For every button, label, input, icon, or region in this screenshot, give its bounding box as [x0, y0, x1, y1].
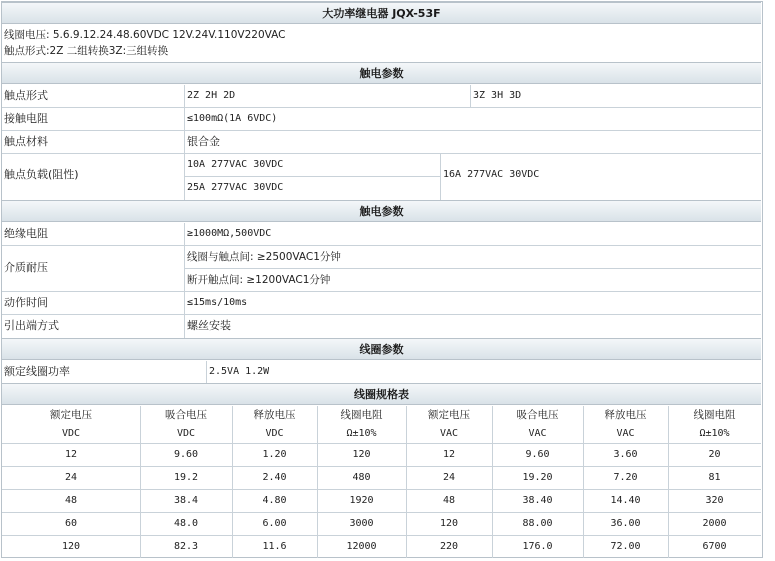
- spec-table-cell: 480: [352, 472, 371, 483]
- operate-time-value: ≤15ms/10ms: [187, 297, 248, 308]
- spec-table-cell: 2.40: [262, 472, 287, 483]
- spec-table-cell: 220: [439, 541, 459, 552]
- contact-form-value-a: 2Z 2H 2D: [187, 90, 236, 101]
- spec-table-cell: 7.20: [613, 472, 638, 483]
- spec-table-cell: 82.3: [173, 541, 199, 552]
- spec-table-cell: 19.20: [522, 472, 553, 483]
- coil-voltage-text: 线圈电压: 5.6.9.12.24.48.60VDC 12V.24V.110V220VAC: [4, 29, 286, 41]
- contact-resistance-value: ≤100mΩ(1A 6VDC): [187, 113, 278, 124]
- terminal-value: 螺丝安装: [187, 319, 231, 332]
- spec-header-unit: VAC: [616, 428, 635, 439]
- spec-table-cell: 48: [64, 495, 78, 506]
- spec-table-cell: 38.4: [173, 495, 199, 506]
- page-title: 大功率继电器 JQX-53F: [2, 2, 761, 24]
- section-header-electrical: 触电参数: [2, 200, 761, 222]
- spec-table-cell: 9.60: [173, 449, 199, 460]
- section-header-spec: 线圈规格表: [2, 383, 761, 405]
- contact-material-value: 银合金: [187, 135, 220, 148]
- spec-table-cell: 12: [442, 449, 456, 460]
- spec-table-cell: 81: [708, 472, 721, 483]
- spec-header-unit: VAC: [439, 428, 459, 439]
- dielectric-value-1: 线圈与触点间: ≥2500VAC1分钟: [187, 251, 341, 263]
- insulation-label: 绝缘电阻: [4, 227, 48, 240]
- spec-table-cell: 1.20: [262, 449, 287, 460]
- dielectric-value-2: 断开触点间: ≥1200VAC1分钟: [187, 274, 331, 286]
- contact-form-label: 触点形式: [4, 89, 48, 102]
- spec-table-cell: 176.0: [522, 541, 553, 552]
- contact-load-value-1: 10A 277VAC 30VDC: [187, 159, 284, 170]
- spec-header-label: 释放电压: [253, 409, 296, 421]
- spec-table-cell: 6700: [702, 541, 727, 552]
- spec-header-unit: Ω±10%: [699, 428, 730, 439]
- spec-table-cell: 60: [64, 518, 78, 529]
- spec-table-cell: 3.60: [613, 449, 638, 460]
- spec-table-cell: 19.2: [173, 472, 199, 483]
- spec-header-label: 线圈电阻: [340, 409, 383, 421]
- spec-table-cell: 72.00: [610, 541, 641, 552]
- insulation-value: ≥1000MΩ,500VDC: [187, 228, 272, 239]
- spec-table-cell: 9.60: [525, 449, 550, 460]
- spec-table-cell: 4.80: [262, 495, 287, 506]
- spec-header-unit: VDC: [265, 428, 284, 439]
- dielectric-label: 介质耐压: [4, 261, 48, 274]
- spec-header-label: 额定电压: [50, 409, 92, 421]
- spec-table-cell: 120: [439, 518, 459, 529]
- spec-table-cell: 20: [708, 449, 721, 460]
- contact-form-value-b: 3Z 3H 3D: [473, 90, 522, 101]
- section-header-contact: 触电参数: [2, 62, 761, 84]
- spec-table-cell: 1920: [349, 495, 374, 506]
- spec-table-cell: 120: [61, 541, 81, 552]
- spec-header-unit: VDC: [61, 428, 81, 439]
- coil-power-value: 2.5VA 1.2W: [209, 366, 270, 377]
- spec-table-cell: 11.6: [262, 541, 287, 552]
- spec-table-cell: 48: [442, 495, 456, 506]
- spec-table-cell: 14.40: [610, 495, 641, 506]
- spec-header-label: 额定电压: [428, 409, 470, 421]
- spec-header-label: 吸合电压: [516, 409, 559, 421]
- coil-power-label: 额定线圈功率: [4, 365, 70, 378]
- spec-header-label: 吸合电压: [165, 409, 207, 421]
- spec-table-cell: 120: [352, 449, 371, 460]
- contact-load-value-3: 16A 277VAC 30VDC: [443, 169, 540, 180]
- spec-header-label: 释放电压: [604, 409, 647, 421]
- spec-table-cell: 6.00: [262, 518, 287, 529]
- contact-resistance-label: 接触电阻: [4, 112, 48, 125]
- spec-table-cell: 36.00: [610, 518, 641, 529]
- contact-form-text: 触点形式:2Z 二组转换3Z:三组转换: [4, 45, 169, 57]
- spec-table-cell: 12000: [346, 541, 377, 552]
- spec-table-cell: 12: [64, 449, 78, 460]
- spec-header-label: 线圈电阻: [693, 409, 736, 421]
- spec-header-unit: Ω±10%: [346, 428, 377, 439]
- spec-header-unit: VAC: [528, 428, 547, 439]
- spec-header-unit: VDC: [176, 428, 196, 439]
- spec-table-cell: 2000: [702, 518, 727, 529]
- section-header-coil: 线圈参数: [2, 338, 761, 360]
- spec-table-cell: 38.40: [522, 495, 553, 506]
- contact-load-label: 触点负载(阻性): [4, 168, 79, 181]
- contact-material-label: 触点材料: [4, 135, 48, 148]
- spec-table-cell: 320: [705, 495, 724, 506]
- contact-load-value-2: 25A 277VAC 30VDC: [187, 182, 284, 193]
- operate-time-label: 动作时间: [4, 296, 48, 309]
- spec-table-cell: 48.0: [173, 518, 199, 529]
- spec-table-cell: 3000: [349, 518, 374, 529]
- terminal-label: 引出端方式: [4, 319, 59, 332]
- spec-table-cell: 88.00: [522, 518, 553, 529]
- spec-table-cell: 24: [442, 472, 456, 483]
- spec-table-cell: 24: [64, 472, 78, 483]
